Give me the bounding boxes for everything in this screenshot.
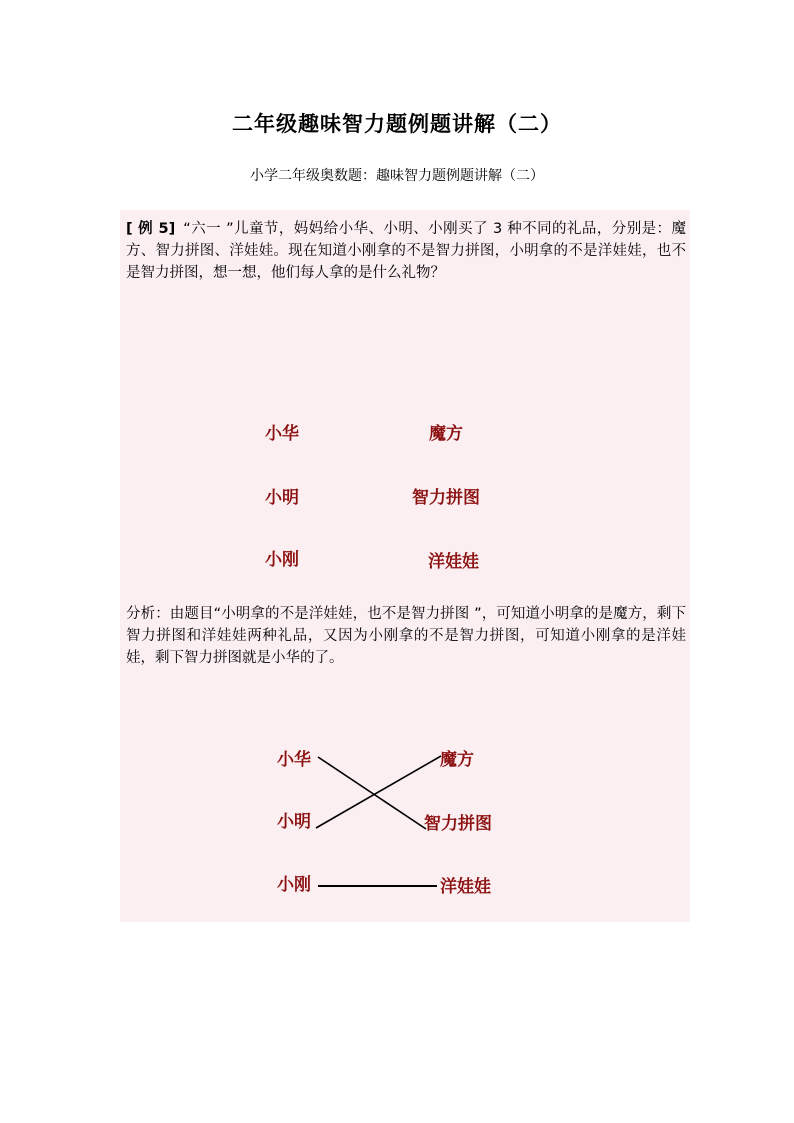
gift-name: 魔方	[429, 424, 463, 444]
page-subtitle: 小学二年级奥数题：趣味智力题例题讲解（二）	[250, 168, 544, 184]
answer-gift-name: 洋娃娃	[440, 877, 491, 897]
person-name: 小明	[265, 488, 299, 508]
gift-name: 洋娃娃	[428, 552, 479, 572]
line-xiaoming-cube	[316, 756, 441, 828]
answer-gift-name: 智力拼图	[424, 814, 492, 834]
answer-person-name: 小刚	[277, 875, 311, 895]
answer-person-name: 小华	[277, 750, 311, 770]
answer-person-name: 小明	[277, 812, 311, 832]
person-name: 小华	[265, 424, 299, 444]
answer-gift-name: 魔方	[440, 750, 474, 770]
example-label: [ 例 5]	[126, 221, 176, 237]
page-title: 二年级趣味智力题例题讲解（二）	[232, 111, 562, 136]
gift-name: 智力拼图	[412, 488, 480, 508]
person-name: 小刚	[265, 550, 299, 570]
problem-text: “六一 ”儿童节，妈妈给小华、小明、小刚买了 3 种不同的礼品，分别是：魔方、智力拼图、洋娃娃。现在知道小刚拿的不是智力拼图，小明拿的不是洋娃娃，也不是智力拼图，想一想，他们每人拿的是什么礼物？	[126, 221, 686, 281]
analysis-paragraph: 分析：由题目“小明拿的不是洋娃娃，也不是智力拼图 ”，可知道小明拿的是魔方，剩下智力拼图和洋娃娃两种礼品，又因为小刚拿的不是智力拼图，可知道小刚拿的是洋娃娃，剩下智力拼图就是小华的了。	[126, 606, 686, 666]
